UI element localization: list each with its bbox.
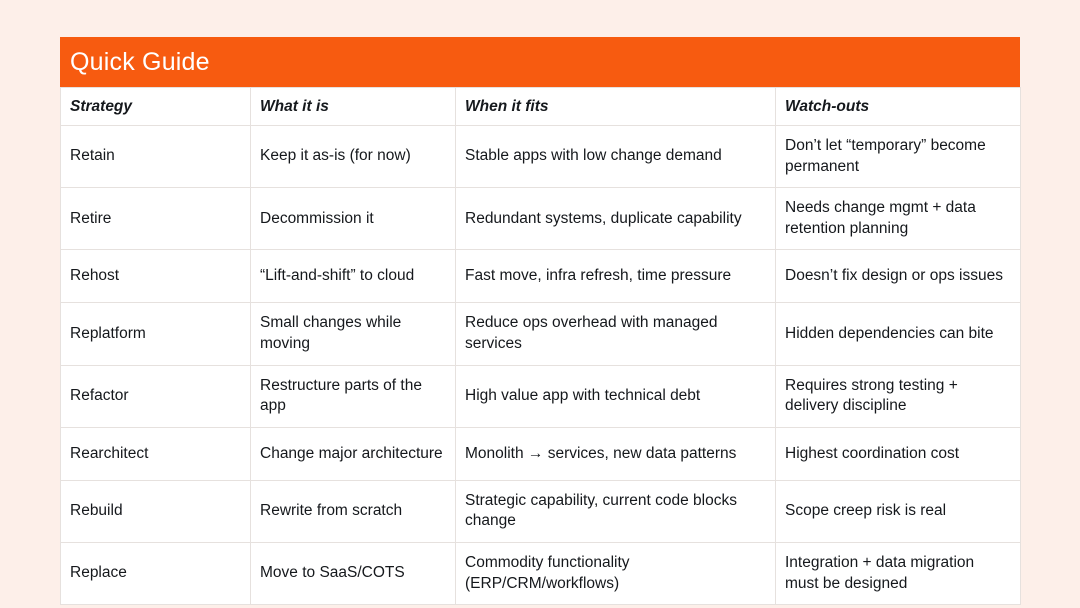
cell-when-it-fits: Monolith → services, new data patterns (456, 427, 776, 480)
table-row (61, 303, 1021, 365)
cell-when-it-fits: Commodity functionality (ERP/CRM/workflows) (456, 543, 776, 605)
cell-watch-outs: Requires strong testing + delivery discipline (776, 365, 1021, 427)
cell-watch-outs: Don’t let “temporary” become permanent (776, 126, 1021, 188)
cell-what-it-is: Keep it as-is (for now) (251, 126, 456, 188)
table-header (61, 88, 1021, 126)
cell-strategy: Refactor (61, 365, 251, 427)
cell-strategy: Retain (61, 126, 251, 188)
cell-what-it-is: Change major architecture (251, 427, 456, 480)
cell-strategy: Replace (61, 543, 251, 605)
table-row (61, 427, 1021, 480)
column-header-strategy: Strategy (61, 88, 251, 126)
cell-when-it-fits: Fast move, infra refresh, time pressure (456, 250, 776, 303)
cell-strategy: Rearchitect (61, 427, 251, 480)
cell-what-it-is: Move to SaaS/COTS (251, 543, 456, 605)
cell-when-it-fits: High value app with technical debt (456, 365, 776, 427)
cell-watch-outs: Hidden dependencies can bite (776, 303, 1021, 365)
cell-watch-outs: Doesn’t fix design or ops issues (776, 250, 1021, 303)
table-row (61, 126, 1021, 188)
cell-when-it-fits: Reduce ops overhead with managed services (456, 303, 776, 365)
cell-watch-outs: Integration + data migration must be designed (776, 543, 1021, 605)
cell-when-it-fits: Redundant systems, duplicate capability (456, 188, 776, 250)
column-header-what-it-is: What it is (251, 88, 456, 126)
column-header-when-it-fits: When it fits (456, 88, 776, 126)
column-header-watch-outs: Watch-outs (776, 88, 1021, 126)
table-body (61, 126, 1021, 605)
table-row (61, 365, 1021, 427)
table-row (61, 250, 1021, 303)
card-header (60, 37, 1020, 87)
table-row (61, 543, 1021, 605)
table-row (61, 480, 1021, 542)
cell-when-it-fits: Strategic capability, current code blocks change (456, 480, 776, 542)
table-header-row (61, 88, 1021, 126)
page-title: Quick Guide (70, 47, 210, 76)
strategies-table (60, 87, 1021, 605)
quick-guide-card (60, 37, 1020, 605)
cell-what-it-is: “Lift-and-shift” to cloud (251, 250, 456, 303)
cell-what-it-is: Rewrite from scratch (251, 480, 456, 542)
cell-what-it-is: Restructure parts of the app (251, 365, 456, 427)
cell-what-it-is: Small changes while moving (251, 303, 456, 365)
cell-watch-outs: Scope creep risk is real (776, 480, 1021, 542)
cell-watch-outs: Needs change mgmt + data retention planning (776, 188, 1021, 250)
cell-strategy: Retire (61, 188, 251, 250)
cell-strategy: Replatform (61, 303, 251, 365)
cell-strategy: Rebuild (61, 480, 251, 542)
cell-what-it-is: Decommission it (251, 188, 456, 250)
cell-watch-outs: Highest coordination cost (776, 427, 1021, 480)
cell-strategy: Rehost (61, 250, 251, 303)
table-row (61, 188, 1021, 250)
cell-when-it-fits: Stable apps with low change demand (456, 126, 776, 188)
